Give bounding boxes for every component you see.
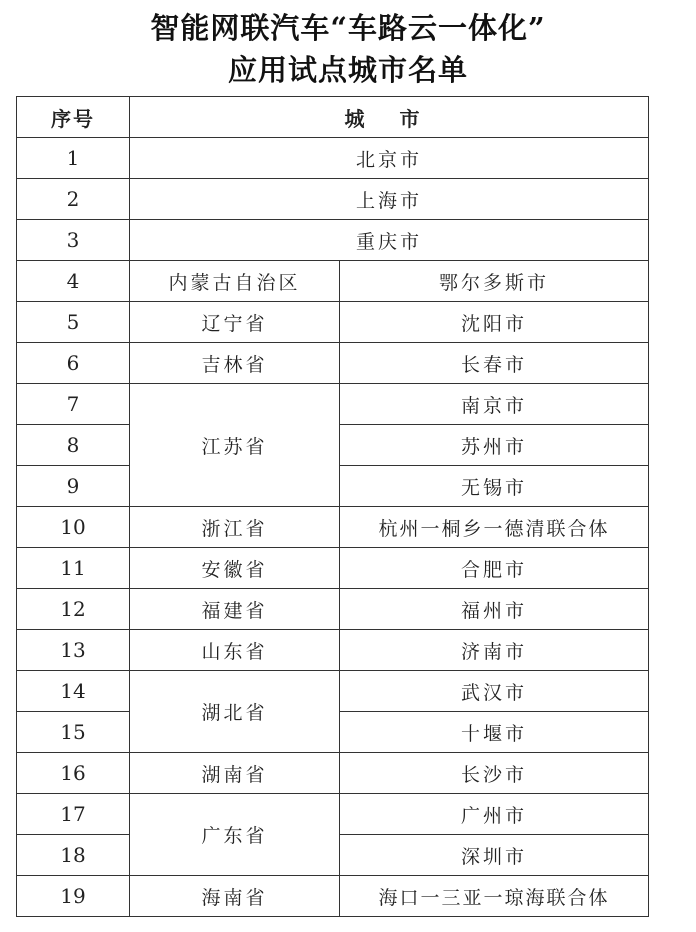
row-city: 十堰市 <box>340 712 649 753</box>
row-city: 鄂尔多斯市 <box>340 261 649 302</box>
row-number: 14 <box>17 671 130 712</box>
row-province: 山东省 <box>130 630 340 671</box>
table-row <box>17 630 649 671</box>
row-city: 无锡市 <box>340 466 649 507</box>
row-city: 北京市 <box>130 138 649 179</box>
header-number: 序号 <box>17 97 130 138</box>
row-city: 福州市 <box>340 589 649 630</box>
row-province: 内蒙古自治区 <box>130 261 340 302</box>
row-city: 武汉市 <box>340 671 649 712</box>
table-row <box>17 384 649 425</box>
row-city: 南京市 <box>340 384 649 425</box>
row-city: 沈阳市 <box>340 302 649 343</box>
row-province: 广东省 <box>130 794 340 876</box>
row-city: 长沙市 <box>340 753 649 794</box>
row-number: 17 <box>17 794 130 835</box>
row-number: 18 <box>17 835 130 876</box>
document-title-line-2: 应用试点城市名单 <box>227 53 468 87</box>
row-province: 安徽省 <box>130 548 340 589</box>
table-header-row <box>17 97 649 138</box>
pilot-city-table <box>16 96 649 917</box>
row-city: 杭州一桐乡一德清联合体 <box>340 507 649 548</box>
row-city: 深圳市 <box>340 835 649 876</box>
document-title-line-1: 智能网联汽车“车路云一体化” <box>150 11 546 45</box>
row-city: 苏州市 <box>340 425 649 466</box>
row-number: 3 <box>17 220 130 261</box>
row-province: 吉林省 <box>130 343 340 384</box>
row-number: 11 <box>17 548 130 589</box>
row-number: 2 <box>17 179 130 220</box>
row-city: 重庆市 <box>130 220 649 261</box>
row-province: 湖北省 <box>130 671 340 753</box>
row-number: 1 <box>17 138 130 179</box>
row-city: 长春市 <box>340 343 649 384</box>
row-province: 辽宁省 <box>130 302 340 343</box>
row-number: 5 <box>17 302 130 343</box>
row-number: 7 <box>17 384 130 425</box>
row-city: 海口一三亚一琼海联合体 <box>340 876 649 917</box>
table-row <box>17 671 649 712</box>
row-number: 15 <box>17 712 130 753</box>
table-row <box>17 753 649 794</box>
row-number: 13 <box>17 630 130 671</box>
table-row <box>17 302 649 343</box>
row-number: 4 <box>17 261 130 302</box>
table-row <box>17 343 649 384</box>
row-province: 浙江省 <box>130 507 340 548</box>
row-number: 10 <box>17 507 130 548</box>
row-number: 8 <box>17 425 130 466</box>
row-city: 合肥市 <box>340 548 649 589</box>
row-province: 海南省 <box>130 876 340 917</box>
table-row <box>17 138 649 179</box>
table-row <box>17 589 649 630</box>
row-number: 16 <box>17 753 130 794</box>
row-number: 6 <box>17 343 130 384</box>
table-row <box>17 876 649 917</box>
table-row <box>17 548 649 589</box>
table-row <box>17 261 649 302</box>
row-number: 19 <box>17 876 130 917</box>
row-number: 12 <box>17 589 130 630</box>
table-row <box>17 179 649 220</box>
row-city: 上海市 <box>130 179 649 220</box>
header-city: 城 市 <box>130 97 649 138</box>
table-row <box>17 507 649 548</box>
row-city: 济南市 <box>340 630 649 671</box>
row-province: 福建省 <box>130 589 340 630</box>
table-row <box>17 220 649 261</box>
row-province: 湖南省 <box>130 753 340 794</box>
row-city: 广州市 <box>340 794 649 835</box>
row-number: 9 <box>17 466 130 507</box>
table-row <box>17 794 649 835</box>
row-province: 江苏省 <box>130 384 340 507</box>
